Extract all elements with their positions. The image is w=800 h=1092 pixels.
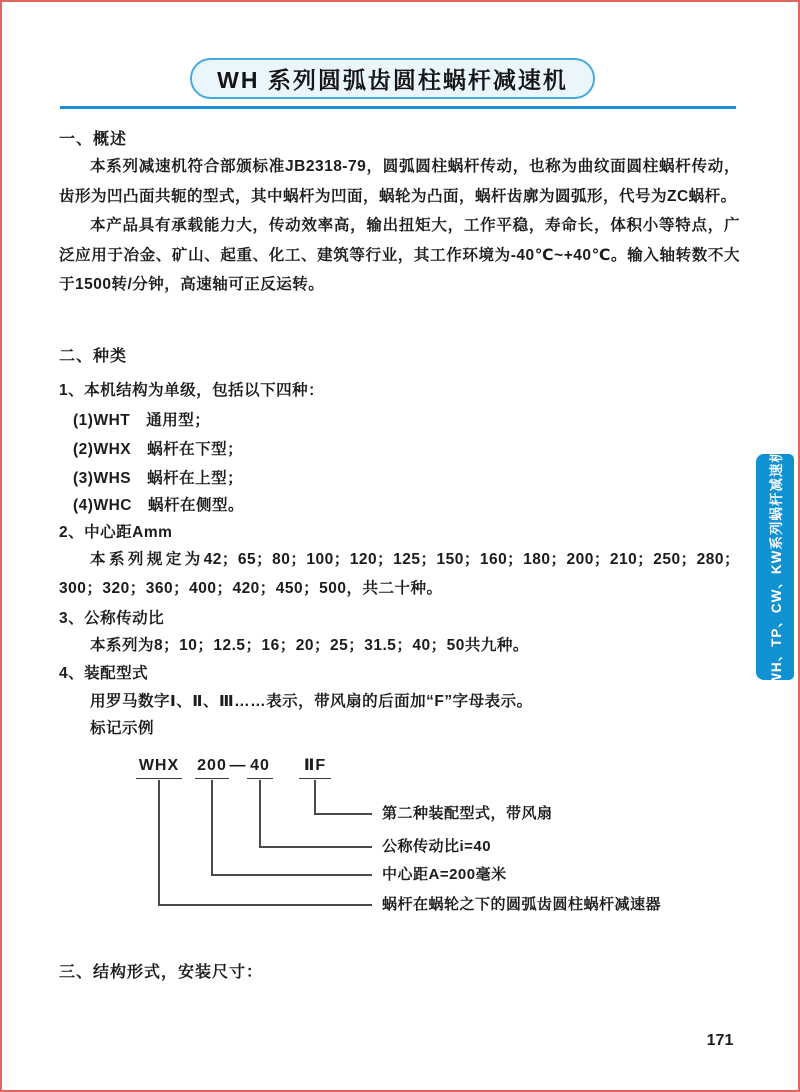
- label-model-meaning: 蜗杆在蜗轮之下的圆弧齿圆柱蜗杆减速器: [382, 896, 662, 913]
- ratio-heading: 3、公称传动比: [59, 610, 165, 627]
- connector-vline-center-distance: [211, 780, 213, 874]
- overview-para-1: 本系列减速机符合部颁标准JB2318-79，圆弧圆柱蜗杆传动，也称为曲纹面圆柱蜗杆传动，齿形为凹凸面共轭的型式，其中蜗杆为凹面，蜗轮为凸面，蜗杆齿廓为圆弧形，代号为ZC蜗杆。: [59, 158, 740, 205]
- variant-whs: (3)WHS 蜗杆在上型；: [73, 470, 244, 487]
- marking-example-label: 标记示例: [90, 720, 155, 737]
- token-model: WHX: [136, 756, 182, 779]
- center-distance-text: 本系列规定为42；65；80；100；120；125；150；160；180；200；210；250；280；300；320；360；400；420；450；500，共二十种。: [59, 551, 740, 597]
- variant-whc: (4)WHC 蜗杆在侧型。: [73, 497, 244, 514]
- connector-vline-assembly: [314, 780, 316, 813]
- connector-vline-ratio: [259, 780, 261, 846]
- types-structure-intro: 1、本机结构为单级，包括以下四种：: [59, 382, 325, 399]
- connector-hline-assembly: [314, 813, 372, 815]
- overview-para-2: 本产品具有承载能力大，传动效率高，输出扭矩大，工作平稳，寿命长，体积小等特点，广泛应用于冶金、矿山、起重、化工、建筑等行业，其工作环境为-40℃~+40℃。输入轴转数不大于1500转/分钟，高速轴可正反运转。: [59, 217, 740, 293]
- token-assembly: ⅡF: [299, 756, 331, 779]
- series-side-tab-label: WH、TP、CW、KW系列蜗杆减速机: [769, 448, 785, 686]
- page-title-box: [190, 58, 595, 99]
- label-assembly-type: 第二种装配型式，带风扇: [382, 805, 553, 822]
- center-distance-block: [59, 545, 740, 603]
- series-side-tab[interactable]: [756, 448, 794, 686]
- ratio-text: 本系列为8；10；12.5；16；20；25；31.5；40；50共九种。: [90, 637, 529, 654]
- variant-wht: (1)WHT 通用型；: [73, 412, 211, 429]
- assembly-text: 用罗马数字Ⅰ、Ⅱ、Ⅲ……表示，带风扇的后面加“F”字母表示。: [90, 693, 533, 710]
- connector-hline-center-distance: [211, 874, 372, 876]
- overview-heading: 一、概述: [59, 131, 128, 148]
- connector-hline-ratio: [259, 846, 372, 848]
- overview-paragraphs: [59, 152, 740, 300]
- title-underline-rule: [60, 106, 736, 109]
- connector-vline-model: [158, 780, 160, 904]
- token-dash: —: [229, 757, 247, 774]
- token-ratio: 40: [247, 756, 273, 779]
- marking-example-diagram: [2, 752, 800, 927]
- label-ratio: 公称传动比i=40: [382, 838, 492, 855]
- center-distance-heading: 2、中心距Amm: [59, 524, 173, 541]
- page-title: WH 系列圆弧齿圆柱蜗杆减速机: [217, 67, 568, 93]
- types-heading: 二、种类: [59, 348, 128, 365]
- label-center-distance: 中心距A=200毫米: [382, 866, 507, 883]
- page-number: 171: [706, 1032, 734, 1049]
- variant-whx: (2)WHX 蜗杆在下型；: [73, 441, 244, 458]
- assembly-heading: 4、装配型式: [59, 665, 149, 682]
- structure-section-heading: 三、结构形式，安装尺寸：: [59, 964, 264, 981]
- connector-hline-model: [158, 904, 372, 906]
- token-center-distance: 200: [195, 756, 229, 779]
